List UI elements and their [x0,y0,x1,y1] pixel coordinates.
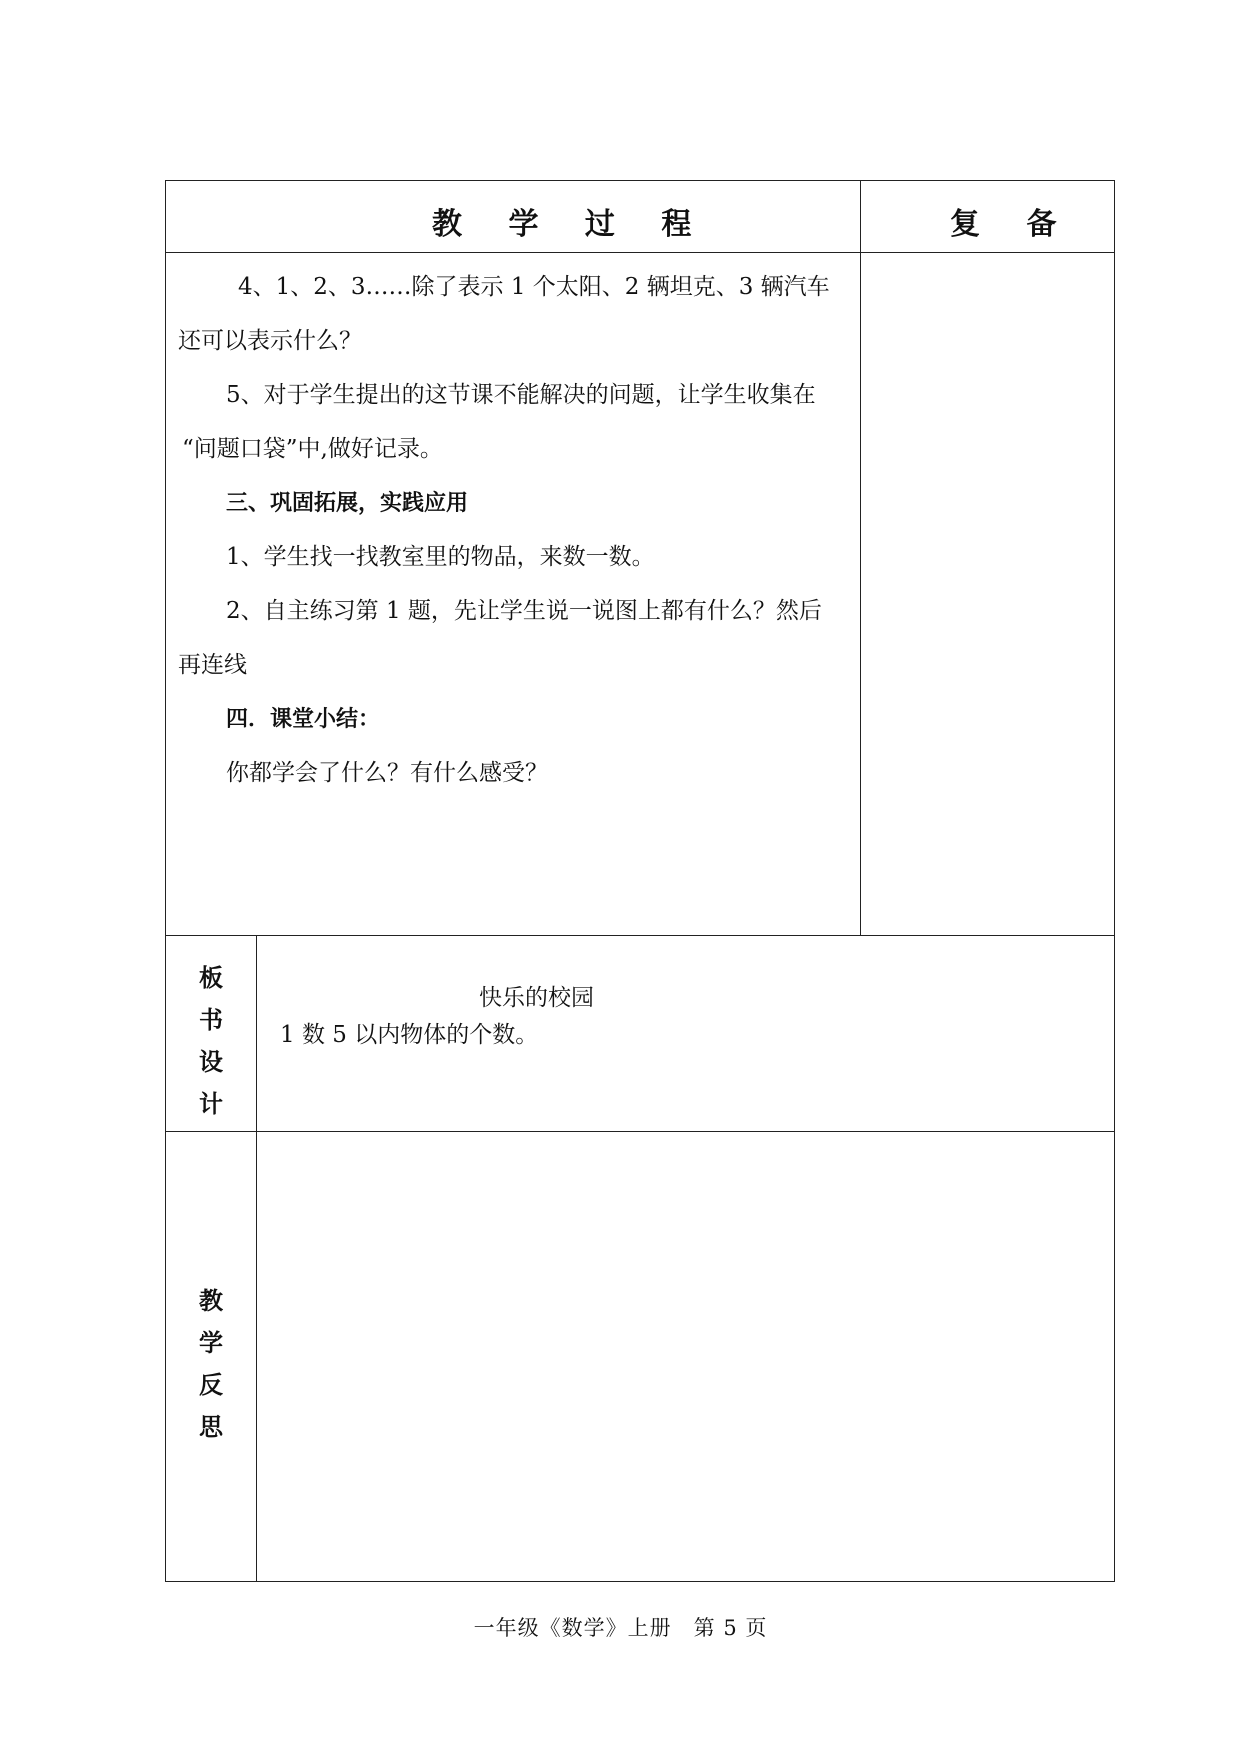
process-line: 1、学生找一找教室里的物品，来数一数。 [226,544,655,570]
label-char: 反 [199,1371,223,1399]
process-line: 2、自主练习第 1 题，先让学生说一说图上都有什么？然后 [226,598,822,624]
process-line: 4、1、2、3……除了表示 1 个太阳、2 辆坦克、3 辆汽车 [238,274,830,300]
process-line: “问题口袋”中,做好记录。 [182,436,443,462]
process-line: 再连线 [178,652,247,678]
header-review: 复 备 [950,207,1075,242]
process-section-divider [165,935,1115,936]
board-title: 快乐的校园 [479,985,594,1011]
process-line: 5、对于学生提出的这节课不能解决的问题，让学生收集在 [226,382,816,408]
board-section-divider [165,1131,1115,1132]
page-footer: 一年级《数学》上册 第 5 页 [473,1616,768,1640]
label-char: 板 [199,964,223,992]
section-heading: 三、巩固拓展，实践应用 [226,491,469,516]
board-content: 1 数 5 以内物体的个数。 [280,1022,539,1048]
board-design-label [165,957,257,1125]
label-char: 教 [199,1287,223,1315]
process-line: 还可以表示什么？ [178,328,362,354]
header-divider [165,252,1115,253]
process-line: 你都学会了什么？有什么感受？ [226,760,548,786]
label-char: 学 [199,1329,223,1357]
section-heading: 四．课堂小结： [226,707,381,732]
reflection-label [165,1280,257,1448]
header-teaching-process: 教 学 过 程 [432,207,710,242]
label-char: 设 [199,1048,223,1076]
label-char: 思 [199,1413,223,1441]
label-char: 计 [199,1090,223,1118]
label-char: 书 [199,1006,223,1034]
